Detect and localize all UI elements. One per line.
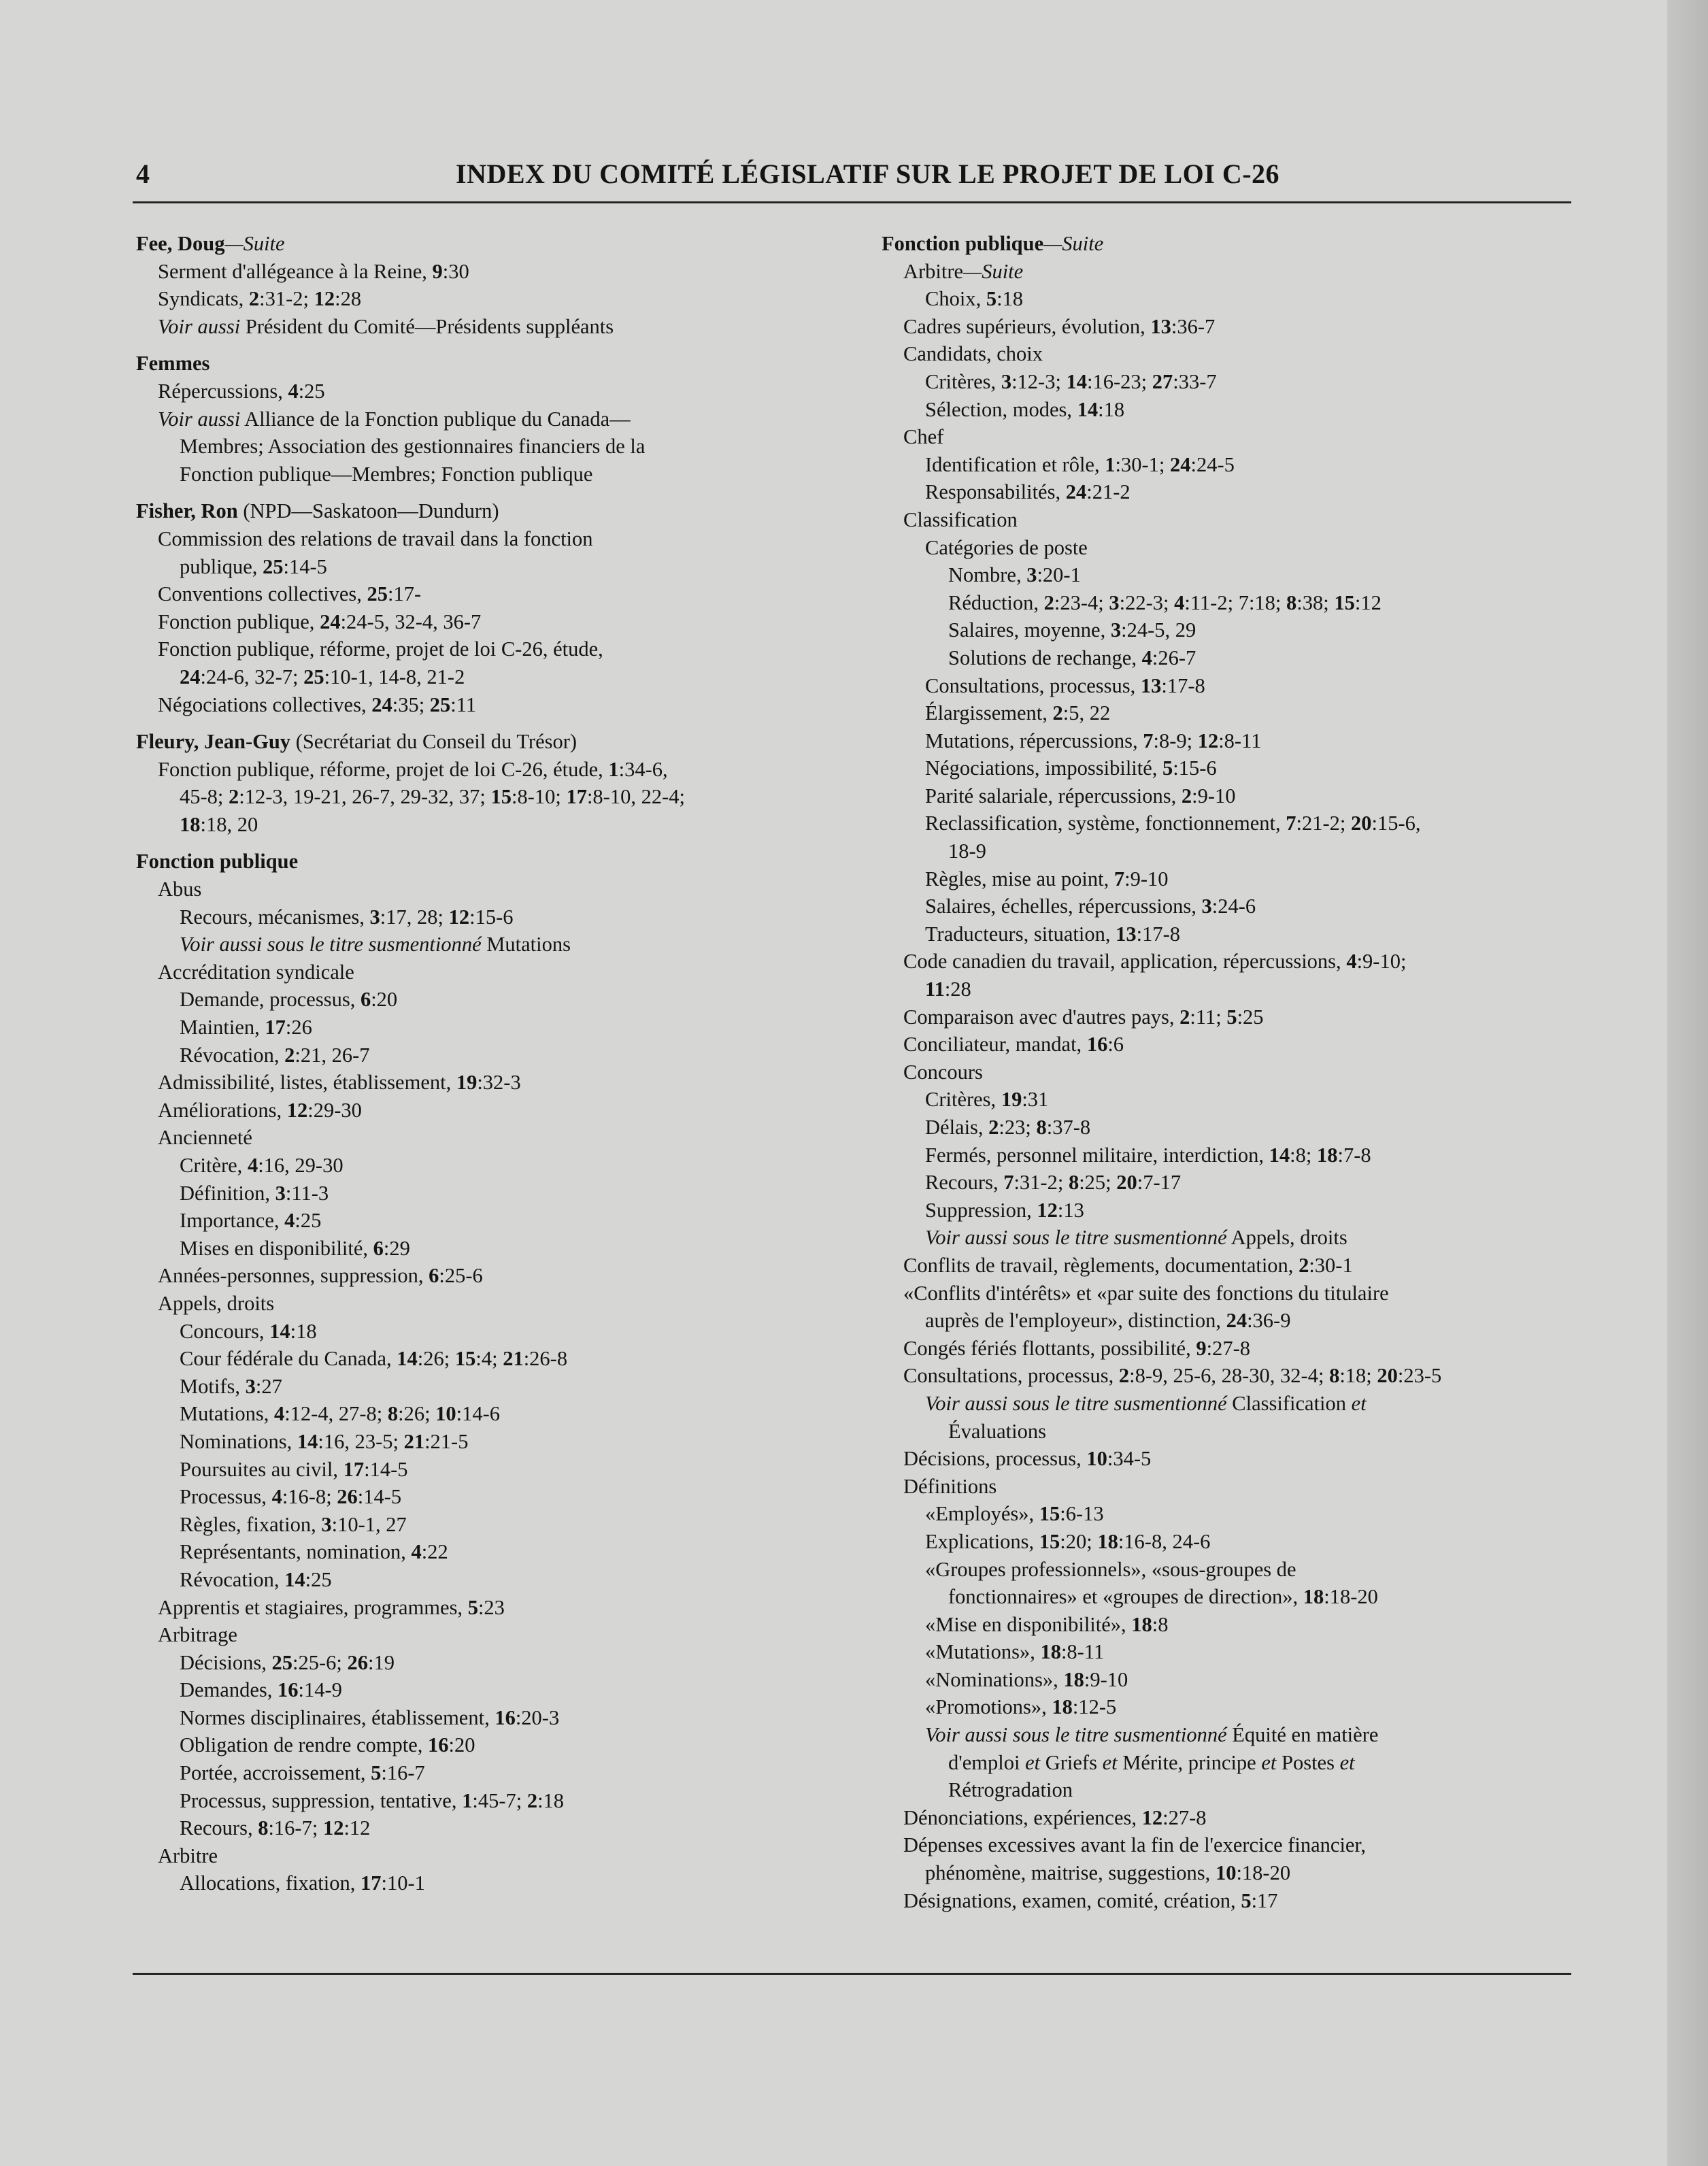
index-entry: Importance, 4:25	[180, 1209, 322, 1233]
index-entry: Nominations, 14:16, 23-5; 21:21-5	[180, 1429, 469, 1453]
index-entry: Portée, accroissement, 5:16-7	[180, 1761, 425, 1785]
index-entry: «Employés», 15:6-13	[925, 1502, 1104, 1526]
index-entry: Ancienneté	[158, 1126, 252, 1150]
index-entry: 18-9	[948, 839, 986, 863]
page-number: 4	[136, 159, 150, 189]
index-entry: «Groupes professionnels», «sous-groupes de	[925, 1557, 1296, 1581]
index-entry: Révocation, 2:21, 26-7	[180, 1043, 370, 1067]
index-entry: Critères, 19:31	[925, 1088, 1049, 1112]
index-entry: Consultations, processus, 13:17-8	[925, 673, 1205, 697]
index-entry: Salaires, moyenne, 3:24-5, 29	[948, 618, 1196, 642]
index-entry: Explications, 15:20; 18:16-8, 24-6	[925, 1529, 1211, 1553]
index-entry: Voir aussi Président du Comité—Présidents suppléants	[158, 314, 614, 338]
index-entry: Classification	[903, 507, 1018, 531]
index-entry: «Nominations», 18:9-10	[925, 1667, 1128, 1691]
index-entry: Poursuites au civil, 17:14-5	[180, 1457, 408, 1481]
index-entry: «Mise en disponibilité», 18:8	[925, 1612, 1169, 1636]
index-entry: Révocation, 14:25	[180, 1567, 332, 1591]
index-entry: Recours, mécanismes, 3:17, 28; 12:15-6	[180, 905, 514, 929]
index-entry: Réduction, 2:23-4; 3:22-3; 4:11-2; 7:18; 8:38; 15:12	[948, 590, 1382, 614]
index-entry: Voir aussi sous le titre susmentionné Classification et	[925, 1391, 1367, 1415]
index-entry: fonctionnaires» et «groupes de direction», 18:18-20	[948, 1585, 1378, 1609]
index-entry: 18:18, 20	[180, 812, 258, 836]
index-entry: Abus	[158, 878, 202, 901]
index-entry: Conventions collectives, 25:17-	[158, 582, 422, 606]
index-entry: Mises en disponibilité, 6:29	[180, 1236, 410, 1260]
index-heading: Fonction publique—Suite	[882, 232, 1104, 255]
index-entry: Fonction publique, réforme, projet de loi C-26, étude,	[158, 637, 603, 661]
index-entry: Obligation de rendre compte, 16:20	[180, 1733, 475, 1757]
index-entry: Élargissement, 2:5, 22	[925, 701, 1111, 725]
index-entry: Demande, processus, 6:20	[180, 988, 398, 1012]
index-entry: «Mutations», 18:8-11	[925, 1640, 1105, 1664]
index-entry: Consultations, processus, 2:8-9, 25-6, 28-30, 32-4; 8:18; 20:23-5	[903, 1364, 1442, 1388]
index-heading: Fee, Doug—Suite	[136, 232, 285, 255]
index-entry: Conciliateur, mandat, 16:6	[903, 1033, 1124, 1056]
index-entry: Fonction publique, réforme, projet de loi C-26, étude, 1:34-6,	[158, 757, 668, 781]
index-entry: Membres; Association des gestionnaires financiers de la	[180, 435, 646, 459]
index-entry: Identification et rôle, 1:30-1; 24:24-5	[925, 452, 1235, 476]
index-entry: Motifs, 3:27	[180, 1374, 282, 1398]
index-entry: Reclassification, système, fonctionnement, 7:21-2; 20:15-6,	[925, 812, 1421, 835]
footer-rule	[133, 1973, 1571, 1975]
index-column-left	[136, 230, 847, 1897]
page-edge-shadow	[1667, 0, 1708, 2166]
index-entry: Fonction publique, 24:24-5, 32-4, 36-7	[158, 610, 482, 633]
index-entry: Dépenses excessives avant la fin de l'exercice financier,	[903, 1833, 1367, 1857]
index-entry: Arbitrage	[158, 1623, 237, 1647]
index-entry: Arbitre—Suite	[903, 259, 1024, 283]
index-entry: Solutions de rechange, 4:26-7	[948, 646, 1196, 669]
index-entry: Cadres supérieurs, évolution, 13:36-7	[903, 314, 1216, 338]
index-entry: Arbitre	[158, 1844, 218, 1867]
index-entry: Désignations, examen, comité, création, 5:17	[903, 1888, 1278, 1912]
index-entry: Répercussions, 4:25	[158, 379, 325, 403]
index-entry: «Promotions», 18:12-5	[925, 1695, 1117, 1719]
index-entry: Négociations, impossibilité, 5:15-6	[925, 756, 1217, 780]
index-entry: Suppression, 12:13	[925, 1198, 1084, 1222]
index-entry: Voir aussi Alliance de la Fonction publique du Canada—	[158, 407, 631, 431]
index-entry: Conflits de travail, règlements, documentation, 2:30-1	[903, 1253, 1353, 1277]
index-entry: phénomène, maitrise, suggestions, 10:18-20	[925, 1861, 1291, 1885]
index-entry: Catégories de poste	[925, 535, 1088, 559]
index-entry: Règles, fixation, 3:10-1, 27	[180, 1512, 407, 1536]
index-entry: Améliorations, 12:29-30	[158, 1098, 362, 1122]
index-entry: Code canadien du travail, application, répercussions, 4:9-10;	[903, 950, 1407, 973]
index-entry: Concours	[903, 1060, 983, 1084]
index-entry: Fonction publique—Membres; Fonction publique	[180, 462, 593, 486]
index-entry: 45-8; 2:12-3, 19-21, 26-7, 29-32, 37; 15:8-10; 17:8-10, 22-4;	[180, 785, 685, 809]
index-entry: Chef	[903, 425, 944, 449]
index-entry: Critères, 3:12-3; 14:16-23; 27:33-7	[925, 369, 1217, 393]
index-heading: Fleury, Jean-Guy (Secrétariat du Conseil du Trésor)	[136, 730, 577, 754]
index-entry: Cour fédérale du Canada, 14:26; 15:4; 21:26-8	[180, 1347, 568, 1371]
index-entry: Mutations, 4:12-4, 27-8; 8:26; 10:14-6	[180, 1402, 501, 1426]
index-entry: Négociations collectives, 24:35; 25:11	[158, 693, 477, 716]
index-entry: d'emploi et Griefs et Mérite, principe et Postes et	[948, 1750, 1355, 1774]
index-entry: Recours, 8:16-7; 12:12	[180, 1816, 371, 1840]
index-entry: 11:28	[925, 978, 971, 1001]
index-entry: Dénonciations, expériences, 12:27-8	[903, 1805, 1207, 1829]
index-entry: Mutations, répercussions, 7:8-9; 12:8-11	[925, 729, 1262, 752]
index-entry: Années-personnes, suppression, 6:25-6	[158, 1264, 483, 1288]
index-entry: Nombre, 3:20-1	[948, 563, 1081, 587]
index-entry: Représentants, nomination, 4:22	[180, 1540, 448, 1564]
index-entry: Syndicats, 2:31-2; 12:28	[158, 287, 362, 311]
index-entry: Accréditation syndicale	[158, 960, 354, 984]
index-entry: Recours, 7:31-2; 8:25; 20:7-17	[925, 1171, 1182, 1195]
index-entry: Voir aussi sous le titre susmentionné Appels, droits	[925, 1226, 1347, 1250]
index-entry: Voir aussi sous le titre susmentionné Équité en matière	[925, 1723, 1379, 1747]
header-rule	[133, 201, 1571, 203]
index-entry: Congés fériés flottants, possibilité, 9:27-8	[903, 1336, 1250, 1360]
index-entry: Admissibilité, listes, établissement, 19:32-3	[158, 1071, 521, 1095]
index-entry: 24:24-6, 32-7; 25:10-1, 14-8, 21-2	[180, 665, 465, 688]
index-entry: «Conflits d'intérêts» et «par suite des fonctions du titulaire	[903, 1281, 1389, 1305]
index-heading: Fisher, Ron (NPD—Saskatoon—Dundurn)	[136, 499, 499, 523]
index-entry: Évaluations	[948, 1419, 1046, 1443]
index-entry: Fermés, personnel militaire, interdiction, 14:8; 18:7-8	[925, 1143, 1371, 1167]
index-entry: Processus, suppression, tentative, 1:45-7; 2:18	[180, 1788, 565, 1812]
index-entry: Décisions, 25:25-6; 26:19	[180, 1650, 395, 1674]
index-entry: Maintien, 17:26	[180, 1016, 312, 1039]
index-entry: Traducteurs, situation, 13:17-8	[925, 922, 1181, 946]
index-entry: Délais, 2:23; 8:37-8	[925, 1116, 1091, 1139]
index-entry: Appels, droits	[158, 1291, 275, 1315]
index-entry: Parité salariale, répercussions, 2:9-10	[925, 784, 1236, 807]
index-heading: Fonction publique	[136, 850, 299, 873]
index-entry: Normes disciplinaires, établissement, 16:20-3	[180, 1705, 560, 1729]
index-entry: Choix, 5:18	[925, 287, 1024, 311]
index-entry: Critère, 4:16, 29-30	[180, 1154, 344, 1177]
index-entry: Serment d'allégeance à la Reine, 9:30	[158, 259, 469, 283]
index-entry: Règles, mise au point, 7:9-10	[925, 867, 1169, 890]
index-entry: Comparaison avec d'autres pays, 2:11; 5:25	[903, 1005, 1264, 1029]
index-entry: Concours, 14:18	[180, 1319, 317, 1343]
running-title: INDEX DU COMITÉ LÉGISLATIF SUR LE PROJET DE LOI C-26	[456, 159, 1280, 189]
index-entry: Rétrogradation	[948, 1778, 1073, 1802]
index-entry: Salaires, échelles, répercussions, 3:24-6	[925, 895, 1256, 918]
index-entry: auprès de l'employeur», distinction, 24:36-9	[925, 1309, 1291, 1333]
index-column-right	[882, 230, 1582, 1914]
index-entry: Définitions	[903, 1474, 997, 1498]
index-entry: Définition, 3:11-3	[180, 1181, 329, 1205]
index-entry: Commission des relations de travail dans la fonction	[158, 527, 593, 550]
index-entry: publique, 25:14-5	[180, 554, 327, 578]
index-entry: Allocations, fixation, 17:10-1	[180, 1871, 425, 1895]
index-heading: Femmes	[136, 352, 210, 376]
index-entry: Sélection, modes, 14:18	[925, 397, 1125, 421]
index-entry: Voir aussi sous le titre susmentionné Mutations	[180, 933, 571, 956]
index-entry: Processus, 4:16-8; 26:14-5	[180, 1485, 402, 1509]
index-entry: Responsabilités, 24:21-2	[925, 480, 1131, 504]
index-entry: Apprentis et stagiaires, programmes, 5:23	[158, 1595, 505, 1619]
index-entry: Décisions, processus, 10:34-5	[903, 1447, 1152, 1471]
index-entry: Demandes, 16:14-9	[180, 1678, 342, 1702]
index-entry: Candidats, choix	[903, 342, 1043, 366]
